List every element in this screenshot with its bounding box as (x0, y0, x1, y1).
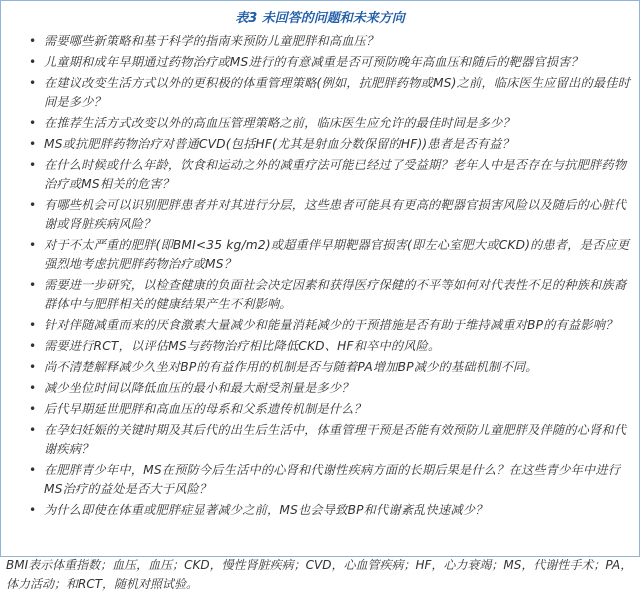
question-text: 在什么时候或什么年龄，饮食和运动之外的减重疗法可能已经过了受益期？老年人中是否存在与抗肥胖药物治疗或MS相关的危害？ (44, 158, 627, 191)
question-text: 在孕妇妊娠的关键时期及其后代的出生后生活中，体重管理干预是否能有效预防儿童肥胖及伴随的心肾和代谢疾病？ (44, 423, 627, 456)
question-text: 在建议改变生活方式以外的更积极的体重管理策略(例如，抗肥胖药物或MS)之前，临床医生应留出的最佳时间是多少？ (44, 76, 630, 109)
question-text: 有哪些机会可以识别肥胖患者并对其进行分层，这些患者可能具有更高的靶器官损害风险以及随后的心脏代谢或肾脏疾病风险？ (44, 198, 627, 231)
bullet-icon: • (29, 360, 37, 374)
question-item (29, 501, 635, 520)
table-title: 表3 未回答的问题和未来方向 (235, 11, 405, 26)
question-item (29, 421, 635, 459)
bullet-icon: • (29, 423, 37, 437)
question-item (29, 400, 635, 419)
bullet-icon: • (29, 463, 37, 477)
bullet-icon: • (29, 116, 37, 130)
question-item (29, 32, 635, 51)
bullet-icon: • (29, 158, 37, 172)
bullet-icon: • (29, 381, 37, 395)
question-item (29, 74, 635, 112)
question-text: 在肥胖青少年中，MS在预防今后生活中的心肾和代谢性疾病方面的长期后果是什么？在这些青少年中进行MS治疗的益处是否大于风险？ (44, 463, 621, 496)
question-text: 后代早期延世肥胖和高血压的母系和父系遗传机制是什么？ (44, 402, 367, 416)
bullet-icon: • (29, 76, 37, 90)
question-item (29, 461, 635, 499)
question-text: 需要进行RCT，以评估MS与药物治疗相比降低CKD、HF和卒中的风险。 (44, 339, 441, 353)
questions-list (29, 32, 635, 522)
question-item (29, 135, 635, 154)
bullet-icon: • (29, 238, 37, 252)
question-text: 对于不太严重的肥胖(即BMI<35 kg/m2)或超重伴早期靶器官损害(即左心室肥大或CKD)的患者，是否应更强烈地考虑抗肥胖药物治疗或MS？ (44, 238, 630, 271)
question-item (29, 196, 635, 234)
bullet-icon: • (29, 318, 37, 332)
question-text: 尚不清楚解释减少久坐对BP的有益作用的机制是否与随着PA增加BP减少的基础机制不同。 (44, 360, 538, 374)
question-item (29, 236, 635, 274)
question-text: 需要哪些新策略和基于科学的指南来预防儿童肥胖和高血压？ (44, 34, 379, 48)
question-item (29, 379, 635, 398)
question-text: 在推荐生活方式改变以外的高血压管理策略之前，临床医生应允许的最佳时间是多少？ (44, 116, 515, 130)
bullet-icon: • (29, 55, 37, 69)
question-item (29, 114, 635, 133)
bullet-icon: • (29, 402, 37, 416)
table-footnote: BMI表示体重指数；血压，血压；CKD，慢性肾脏疾病；CVD，心血管疾病；HF，心力衰竭；MS，代谢性手术；PA，体力活动；和RCT，随机对照试验。 (6, 558, 633, 591)
bullet-icon: • (29, 198, 37, 212)
question-text: 针对伴随减重而来的厌食激素大量减少和能量消耗减少的干预措施是否有助于维持减重对BP的有益影响？ (44, 318, 618, 332)
bullet-icon: • (29, 34, 37, 48)
question-item (29, 316, 635, 335)
question-item (29, 337, 635, 356)
question-text: 减少坐位时间以降低血压的最小和最大耐受剂量是多少？ (44, 381, 354, 395)
bullet-icon: • (29, 339, 37, 353)
question-item (29, 358, 635, 377)
question-item (29, 276, 635, 314)
question-item (29, 156, 635, 194)
question-item (29, 53, 635, 72)
question-text: 需要进一步研究，以检查健康的负面社会决定因素和获得医疗保健的不平等如何对代表性不足的种族和族裔群体中与肥胖相关的健康结果产生不利影响。 (44, 278, 627, 311)
bullet-icon: • (29, 278, 37, 292)
question-text: MS或抗肥胖药物治疗对普通CVD(包括HF(尤其是射血分数保留的HF))患者是否有益？ (44, 137, 515, 151)
question-text: 儿童期和成年早期通过药物治疗或MS进行的有意减重是否可预防晚年高血压和随后的靶器官损害？ (44, 55, 583, 69)
bullet-icon: • (29, 503, 37, 517)
bullet-icon: • (29, 137, 37, 151)
question-text: 为什么即使在体重或肥胖症显著减少之前，MS也会导致BP和代谢紊乱快速减少？ (44, 503, 488, 517)
